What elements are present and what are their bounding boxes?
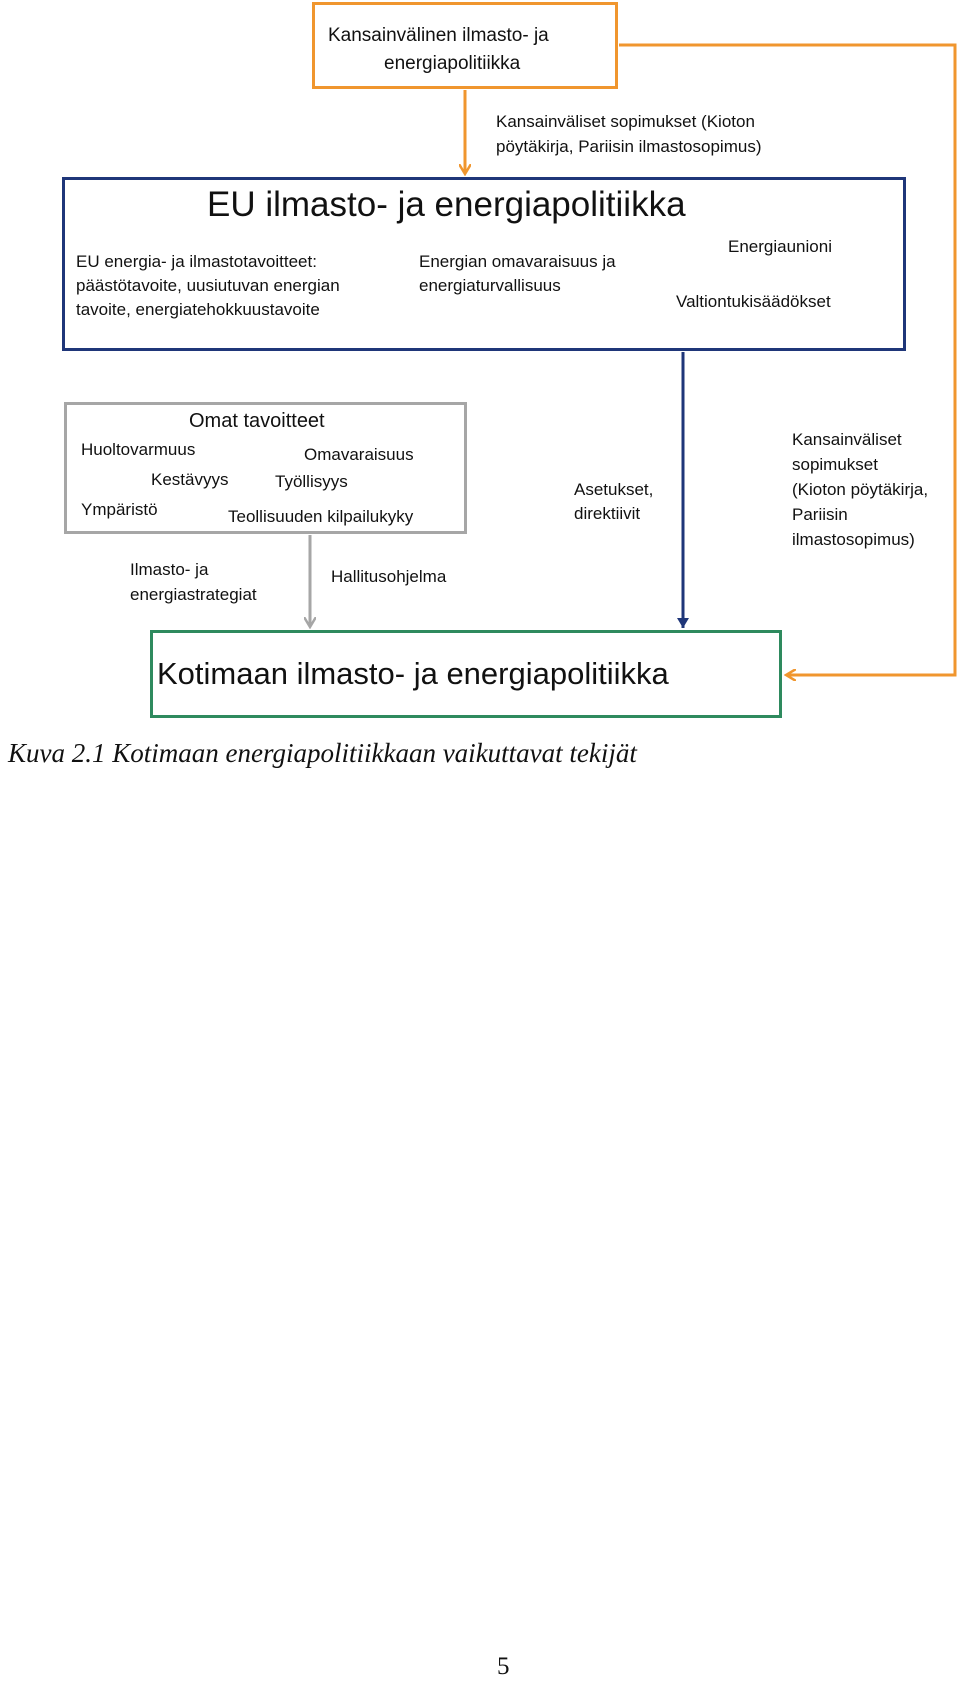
eu-targets-line2: päästötavoite, uusiutuvan energian bbox=[76, 276, 340, 295]
intl-agreements-top-line2: pöytäkirja, Pariisin ilmastosopimus) bbox=[496, 137, 762, 156]
international-policy-box bbox=[312, 2, 618, 89]
eu-targets-line1: EU energia- ja ilmastotavoitteet: bbox=[76, 252, 317, 271]
intl-agreements-right-line3: (Kioton pöytäkirja, bbox=[792, 480, 929, 499]
strategies-line1: Ilmasto- ja bbox=[130, 560, 209, 579]
strategies-line2: energiastrategiat bbox=[130, 585, 257, 604]
eu-policy-box bbox=[62, 177, 906, 351]
eu-box-title: EU ilmasto- ja energiapolitiikka bbox=[207, 185, 686, 224]
goal-sustainability: Kestävyys bbox=[151, 470, 229, 489]
page-number: 5 bbox=[497, 1653, 510, 1680]
goal-supply: Huoltovarmuus bbox=[81, 440, 196, 459]
figure-caption: Kuva 2.1 Kotimaan energiapolitiikkaan vaikuttavat tekijät bbox=[8, 738, 637, 768]
intl-agreements-right-line1: Kansainväliset bbox=[792, 430, 902, 449]
goal-environment: Ympäristö bbox=[81, 500, 158, 519]
goal-employment: Työllisyys bbox=[275, 472, 348, 491]
intl-box-line1: Kansainvälinen ilmasto- ja bbox=[328, 25, 549, 46]
regulations-line2: direktiivit bbox=[574, 504, 641, 523]
eu-targets-line3: tavoite, energiatehokkuustavoite bbox=[76, 300, 320, 319]
government-programme: Hallitusohjelma bbox=[331, 567, 447, 586]
own-goals-title: Omat tavoitteet bbox=[189, 410, 325, 432]
home-box-title: Kotimaan ilmasto- ja energiapolitiikka bbox=[157, 656, 669, 691]
eu-energy-union: Energiaunioni bbox=[728, 237, 832, 256]
intl-agreements-top-line1: Kansainväliset sopimukset (Kioton bbox=[496, 112, 755, 131]
goal-competitiveness: Teollisuuden kilpailukyky bbox=[228, 507, 414, 526]
intl-agreements-right-line2: sopimukset bbox=[792, 455, 878, 474]
intl-agreements-right-line4: Pariisin bbox=[792, 505, 848, 524]
goal-selfsufficiency: Omavaraisuus bbox=[304, 445, 414, 464]
domestic-policy-box bbox=[150, 630, 782, 718]
eu-security-line2: energiaturvallisuus bbox=[419, 276, 561, 295]
eu-security-line1: Energian omavaraisuus ja bbox=[419, 252, 616, 271]
intl-agreements-right-line5: ilmastosopimus) bbox=[792, 530, 915, 549]
eu-state-aid: Valtiontukisäädökset bbox=[676, 292, 831, 311]
intl-box-line2: energiapolitiikka bbox=[384, 53, 521, 74]
own-goals-box bbox=[64, 402, 467, 534]
policy-diagram bbox=[0, 0, 960, 760]
regulations-line1: Asetukset, bbox=[574, 480, 654, 499]
